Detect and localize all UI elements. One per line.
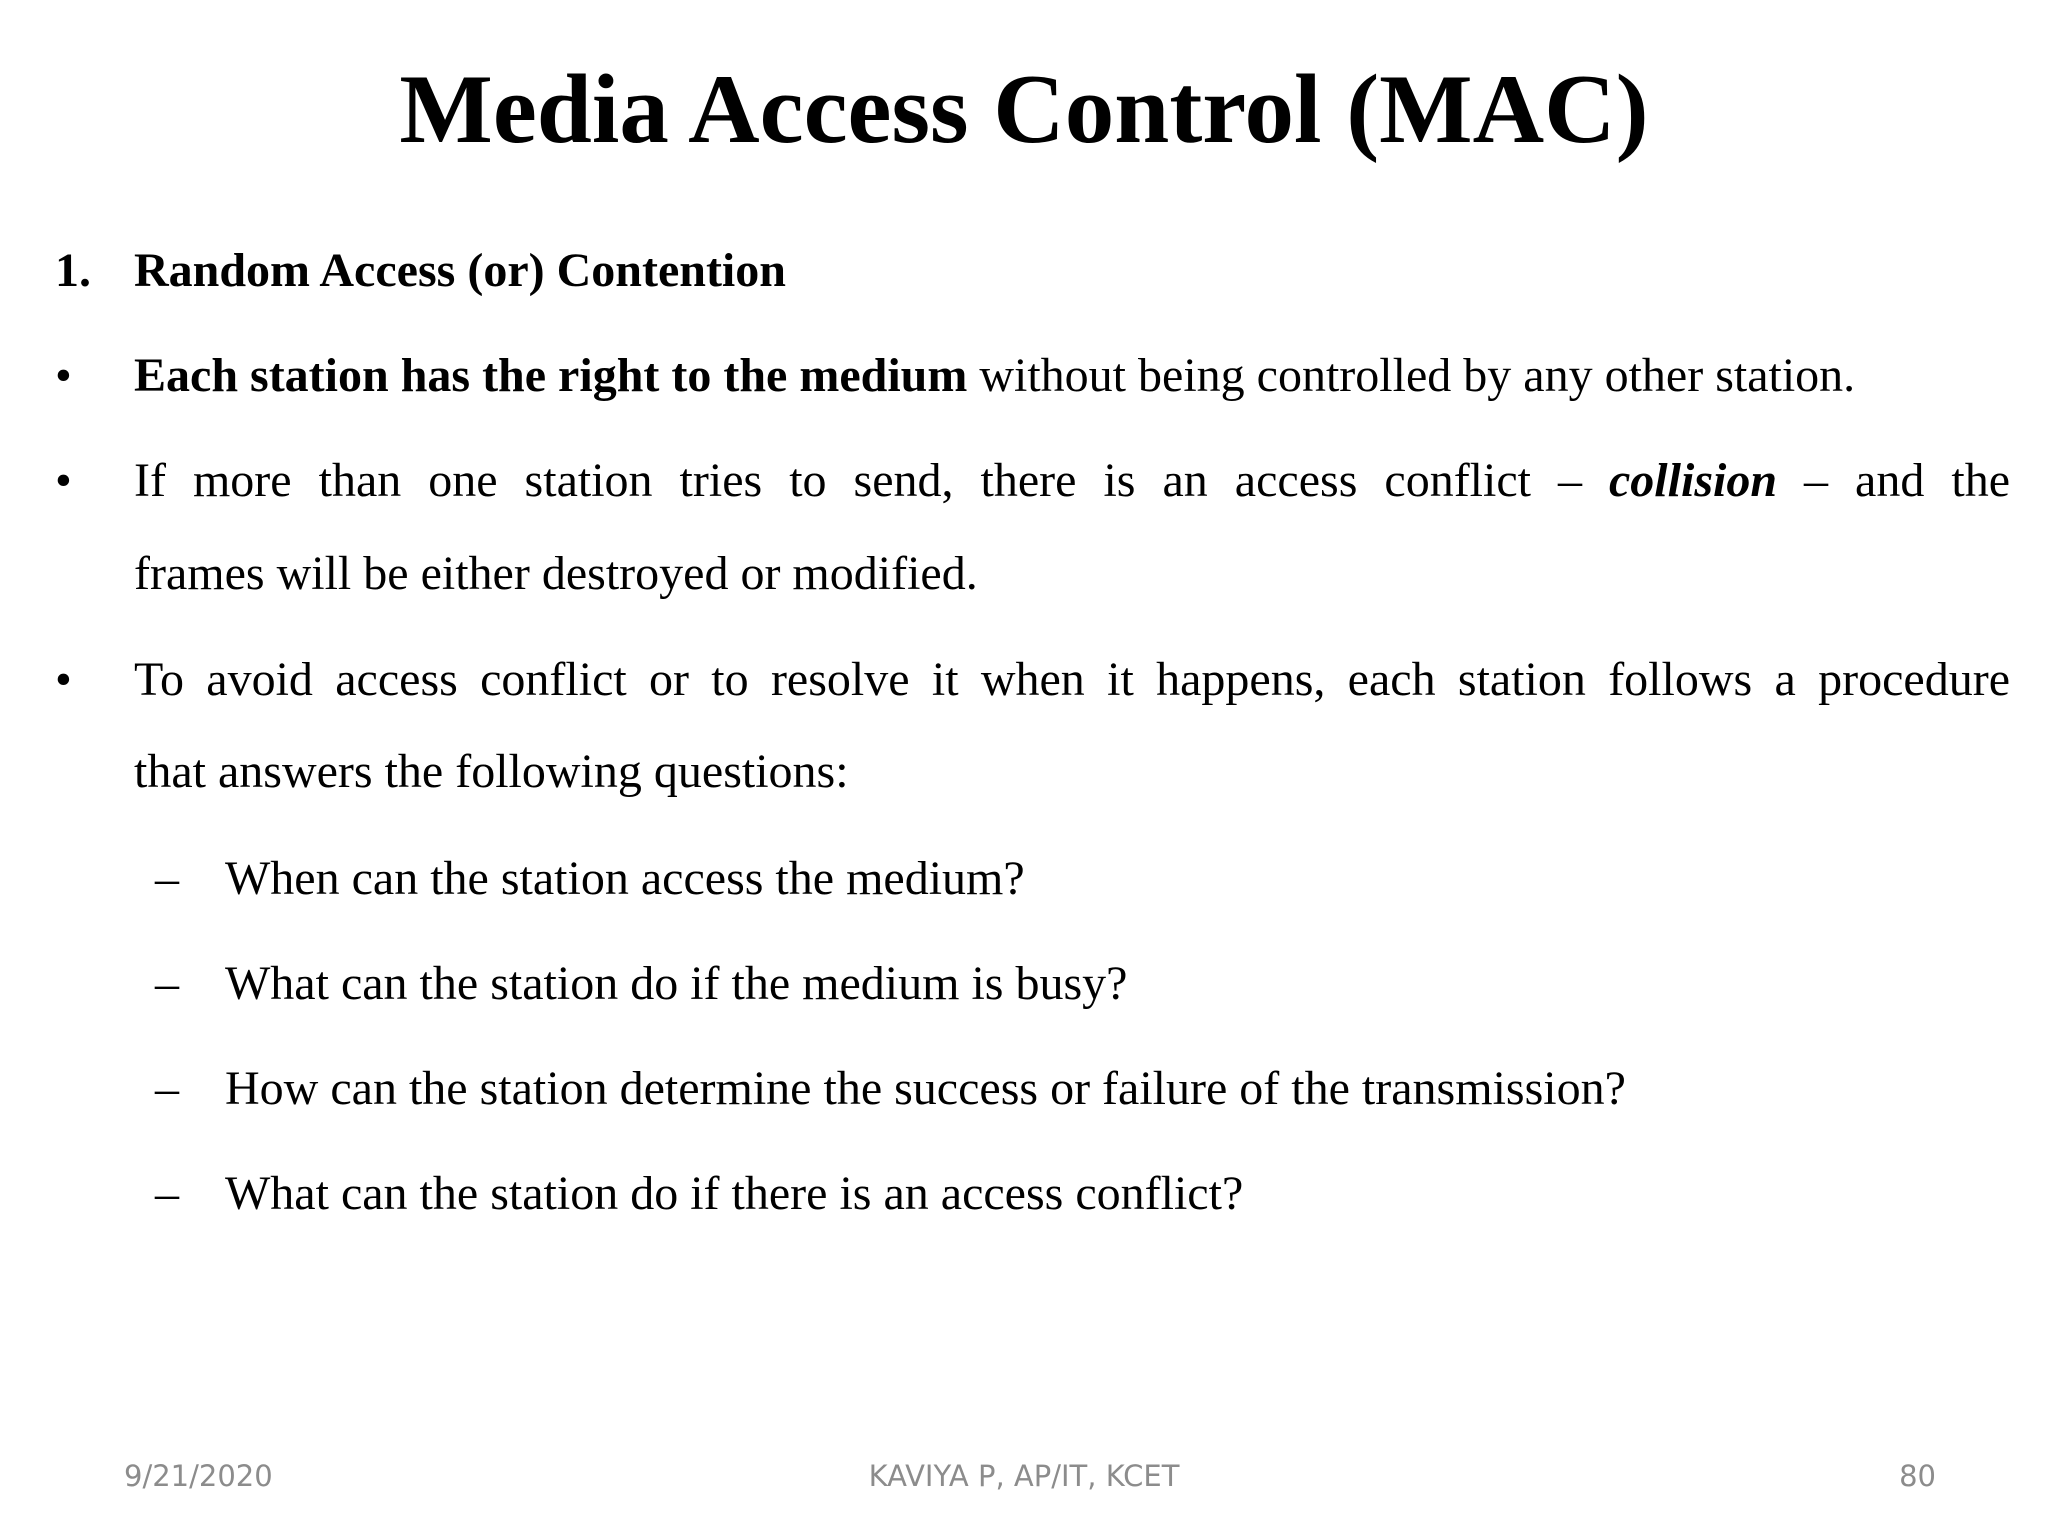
bullet-3-line-2: that answers the following questions: <box>134 745 849 798</box>
footer-author: KAVIYA P, AP/IT, KCET <box>868 1459 1180 1493</box>
subitem-marker: – <box>155 1062 179 1115</box>
bullet-1-rest: without being controlled by any other station. <box>967 349 1856 402</box>
bullet-3-line-1: To avoid access conflict or to resolve it when it happens, each station follows a procedure <box>134 653 2010 706</box>
bullet-1-text <box>134 348 1855 404</box>
subitem-text: How can the station determine the success or failure of the transmission? <box>225 1062 1626 1115</box>
heading-number: 1. <box>55 244 91 297</box>
slide-title: Media Access Control (MAC) <box>399 55 1649 164</box>
subitem-text: What can the station do if the medium is busy? <box>225 957 1128 1010</box>
footer-page-number: 80 <box>1899 1459 1936 1493</box>
subitem-marker: – <box>155 957 179 1010</box>
subitem-text: What can the station do if there is an access conflict? <box>225 1167 1244 1220</box>
bullet-marker: • <box>55 349 72 402</box>
bullet-marker: • <box>55 653 72 706</box>
bullet-2-line-1 <box>134 453 2010 509</box>
bullet-1-bold: Each station has the right to the medium <box>134 349 968 402</box>
bullet-2-before: If more than one station tries to send, there is an access conflict – <box>134 454 1609 507</box>
bullet-2-after: – and the <box>1777 454 2010 507</box>
bullet-2-line-2: frames will be either destroyed or modified. <box>134 547 978 600</box>
subitem-text: When can the station access the medium? <box>225 852 1025 905</box>
subitem-marker: – <box>155 852 179 905</box>
bullet-marker: • <box>55 454 72 507</box>
bullet-2-emphasis: collision <box>1609 454 1778 507</box>
footer-date: 9/21/2020 <box>124 1459 273 1493</box>
heading-text: Random Access (or) Contention <box>134 244 786 297</box>
subitem-marker: – <box>155 1167 179 1220</box>
